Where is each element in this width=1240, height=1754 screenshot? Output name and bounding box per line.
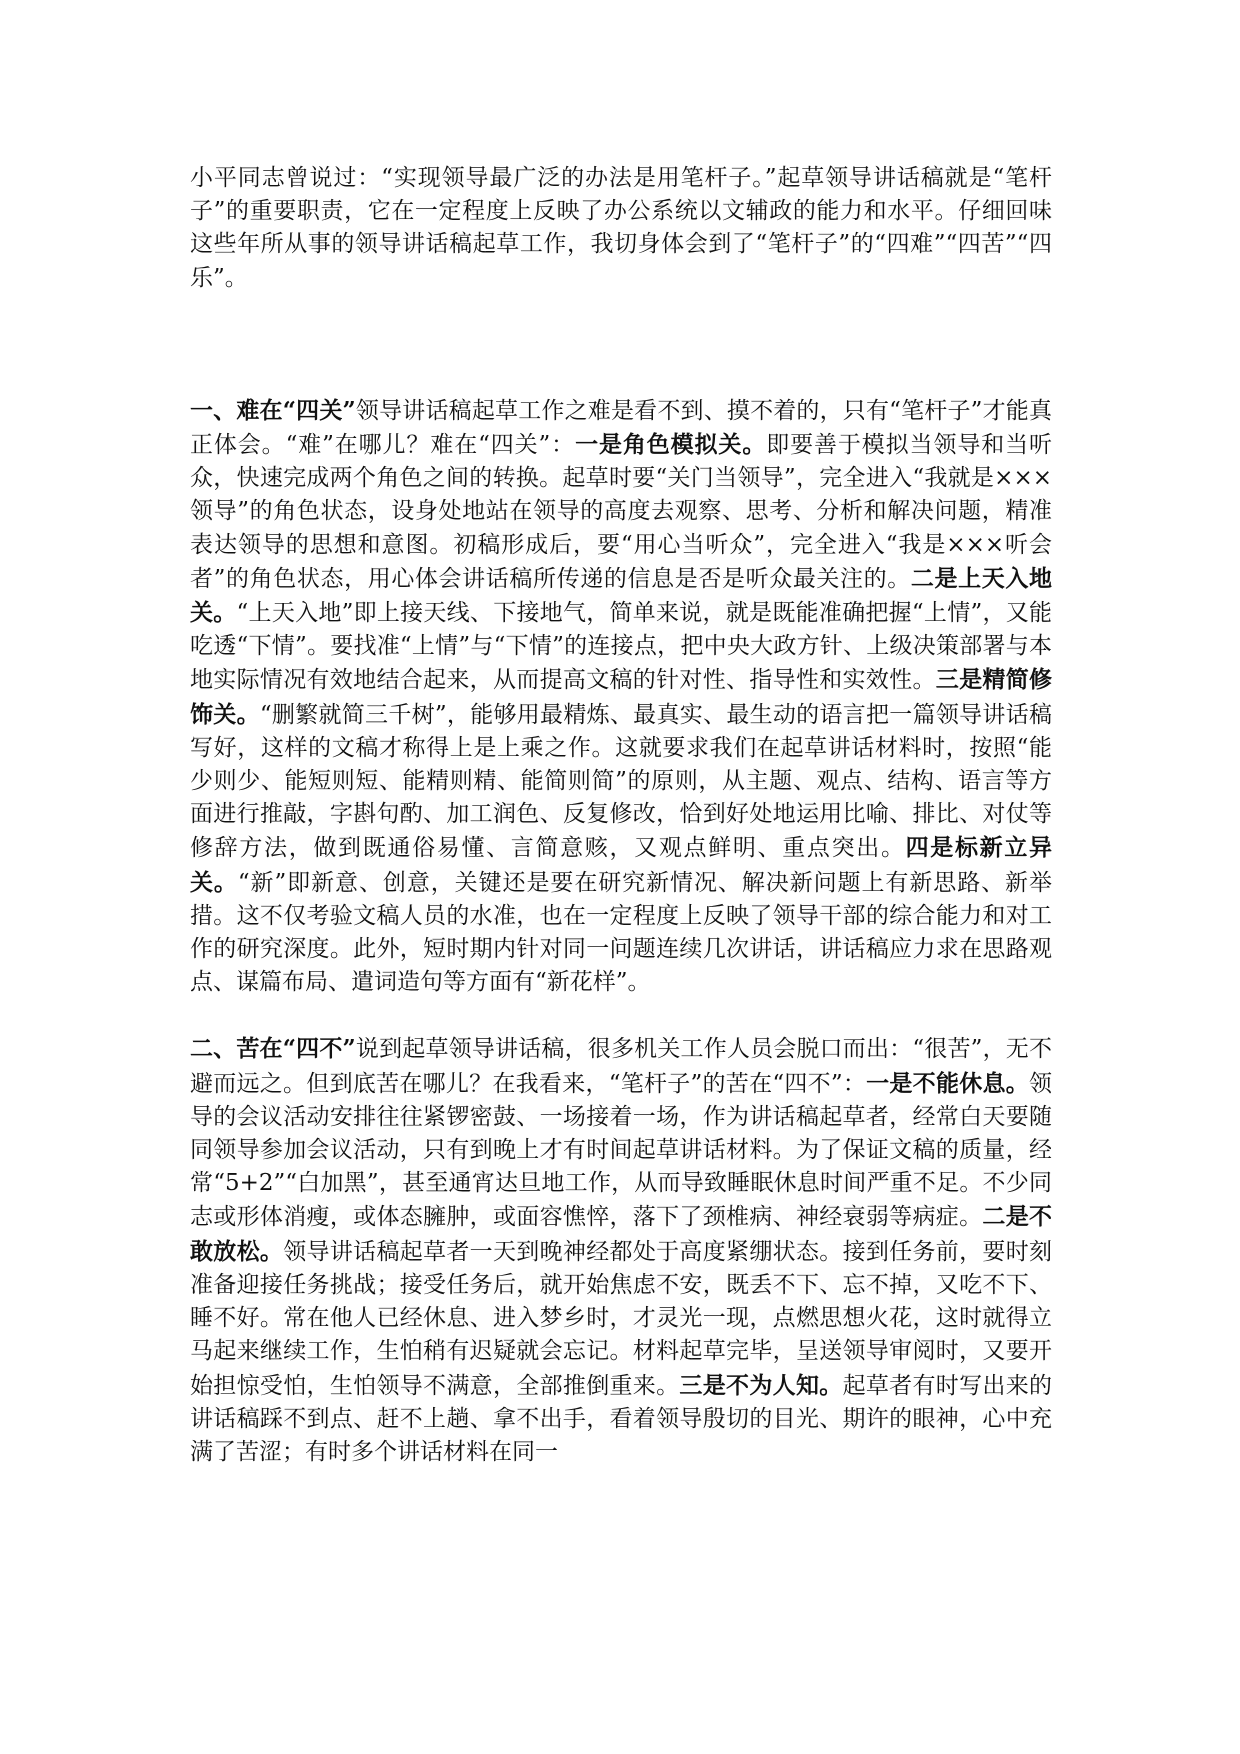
section1-point2-title: 二是上天入地关。	[190, 564, 1052, 627]
section2-point1-text: 领导的会议活动安排往往紧锣密鼓、一场接着一场，作为讲话稿起草者，经常白天要随同领导参加会议活动，只有到晚上才有时间起草讲话材料。为了保证文稿的质量，经常“5+2”“白加黑”，甚至通宵达旦地工作，从而导致睡眠休息时间严重不足。不少同志或形体消瘦，或体态臃肿，或面容憔悴，落下了颈椎病、神经衰弱等病症。	[190, 1070, 1052, 1231]
section2-heading: 二、苦在“四不”	[190, 1035, 356, 1063]
section1-point1-title: 一是角色模拟关。	[575, 431, 767, 459]
section1-heading: 一、难在“四关”	[190, 396, 356, 424]
section1-point1-text: 即要善于模拟当领导和当听众，快速完成两个角色之间的转换。起草时要“关门当领导”，完全进入“我就是×××领导”的角色状态，设身处地站在领导的高度去观察、思考、分析和解决问题，精准表达领导的思想和意图。初稿形成后，要“用心当听众”，完全进入“我是×××听会者”的角色状态，用心体会讲话稿所传递的信息是否是听众最关注的。	[190, 432, 1052, 592]
section1-point4-title: 四是标新立异关。	[190, 834, 1053, 896]
section1-point3-text: “删繁就简三千树”，能够用最精炼、最真实、最生动的语言把一篇领导讲话稿写好，这样的文稿才称得上是上乘之作。这就要求我们在起草讲话材料时，按照“能少则少、能短则短、能精则精、能简则简”的原则，从主题、观点、结构、语言等方面进行推敲，字斟句酌、加工润色、反复修改，恰到好处地运用比喻、排比、对仗等修辞方法，做到既通俗易懂、言简意赅，又观点鲜明、重点突出。	[190, 701, 1052, 862]
section-difficulties	[190, 394, 1052, 1000]
intro-paragraph	[190, 162, 1052, 295]
intro-text: 小平同志曾说过：“实现领导最广泛的办法是用笔杆子。”起草领导讲话稿就是“笔杆子”的重要职责，它在一定程度上反映了办公系统以文辅政的能力和水平。仔细回味这些年所从事的领导讲话稿起草工作，我切身体会到了“笔杆子”的“四难”“四苦”“四乐”。	[190, 165, 1052, 291]
section1-point3-title: 三是精简修饰关。	[190, 666, 1053, 728]
section1-lead: 领导讲话稿起草工作之难是看不到、摸不着的，只有“笔杆子”才能真正体会。“难”在哪儿？难在“四关”：	[190, 397, 1052, 459]
section2-point2-title: 二是不敢放松。	[190, 1203, 1053, 1265]
section-hardships	[190, 1032, 1052, 1469]
section2-lead: 说到起草领导讲话稿，很多机关工作人员会脱口而出：“很苦”，无不避而远之。但到底苦在哪儿？在我看来，“笔杆子”的苦在“四不”：	[190, 1036, 1052, 1097]
section2-point3-text: 起草者有时写出来的讲话稿踩不到点、赶不上趟、拿不出手，看着领导殷切的目光、期许的眼神，心中充满了苦涩；有时多个讲话材料在同一	[190, 1372, 1053, 1465]
section1-point2-text: “上天入地”即上接天线、下接地气，简单来说，就是既能准确把握“上情”，又能吃透“下情”。要找准“上情”与“下情”的连接点，把中央大政方针、上级决策部署与本地实际情况有效地结合起来，从而提高文稿的针对性、指导性和实效性。	[190, 600, 1052, 694]
section2-point1-title: 一是不能休息。	[866, 1069, 1029, 1097]
section1-point4-text: “新”即新意、创意，关键还是要在研究新情况、解决新问题上有新思路、新举措。这不仅考验文稿人员的水准，也在一定程度上反映了领导干部的综合能力和对工作的研究深度。此外，短时期内针对同一问题连续几次讲话，讲话稿应力求在思路观点、谋篇布局、遣词造句等方面有“新花样”。	[190, 869, 1052, 996]
document-body	[190, 162, 1052, 1469]
section2-point3-title: 三是不为人知。	[679, 1371, 843, 1399]
section2-point2-text: 领导讲话稿起草者一天到晚神经都处于高度紧绷状态。接到任务前，要时刻准备迎接任务挑战；接受任务后，就开始焦虑不安，既丢不下、忘不掉，又吃不下、睡不好。常在他人已经休息、进入梦乡时，才灵光一现，点燃思想火花，这时就得立马起来继续工作，生怕稍有迟疑就会忘记。材料起草完毕，呈送领导审阅时，又要开始担惊受怕，生怕领导不满意，全部推倒重来。	[190, 1238, 1053, 1399]
